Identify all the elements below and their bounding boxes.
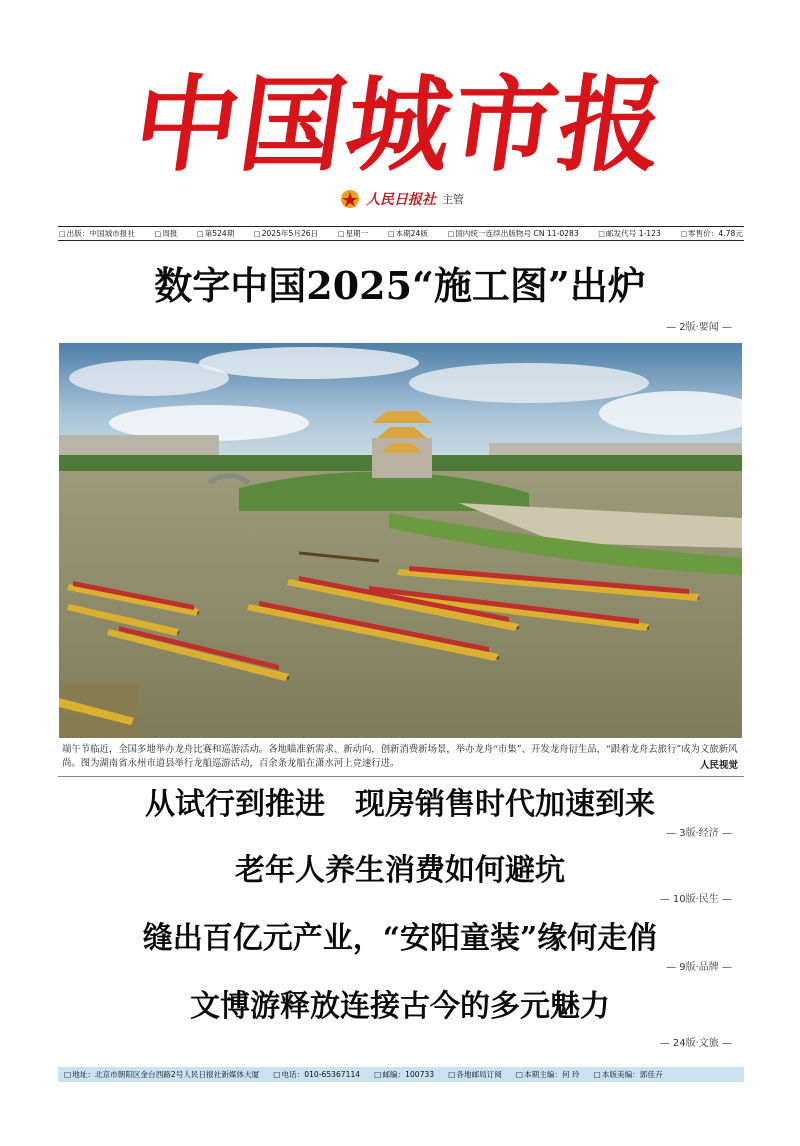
info-date: □ 2025年5月26日	[254, 228, 318, 239]
info-publisher: □ 出版：中国城市报社	[59, 228, 135, 239]
info-frequency: □ 周报	[155, 228, 178, 239]
info-price: □ 零售价：4.78元	[680, 228, 743, 239]
lead-headline[interactable]: 数字中国2025“施工图”出炉	[154, 263, 646, 308]
anyang-page-ref[interactable]: — 9版·品牌 —	[666, 958, 732, 973]
divider-rule	[58, 776, 744, 777]
headline-museum-tourism[interactable]: 文博游释放连接古今的多元魅力	[190, 989, 610, 1024]
photo-credit: 人民视觉	[699, 760, 738, 771]
sponsor-name: 人民日报社	[366, 192, 436, 208]
footer-editor: □ 本期主编：何 玲	[516, 1069, 580, 1080]
museum-page-ref[interactable]: — 24版·文旅 —	[660, 1034, 732, 1049]
masthead	[0, 62, 800, 190]
footer-phone: □ 电话：010-65367114	[273, 1069, 360, 1080]
lead-page-ref[interactable]: — 2版·要闻 —	[666, 318, 732, 333]
sponsor-role: 主管	[442, 193, 464, 206]
publication-info-bar	[58, 226, 744, 241]
elderly-page-ref[interactable]: — 10版·民生 —	[660, 890, 732, 905]
photo-illustration	[59, 343, 742, 738]
info-postal-code: □ 邮发代号 1-123	[598, 228, 660, 239]
housing-page-ref[interactable]: — 3版·经济 —	[666, 824, 732, 839]
footer-designer: □ 本版美编：郭佳卉	[594, 1069, 663, 1080]
info-weekday: □ 星期一	[338, 228, 368, 239]
newspaper-title: 中国城市报	[126, 63, 674, 186]
headline-anyang[interactable]: 缝出百亿元产业，“安阳童装”缘何走俏	[142, 921, 658, 956]
footer-band	[58, 1067, 744, 1082]
info-pages: □ 本期24版	[388, 228, 428, 239]
info-cn-number: □ 国内统一连续出版物号 CN 11-0283	[448, 228, 579, 239]
footer-postcode: □ 邮编：100733	[374, 1069, 434, 1080]
sponsor-line	[340, 188, 464, 210]
headline-elderly[interactable]: 老年人养生消费如何避坑	[235, 853, 565, 888]
headline-housing[interactable]: 从试行到推进 现房销售时代加速到来	[145, 787, 655, 822]
info-issue: □ 第524期	[197, 228, 234, 239]
people-daily-logo-icon	[340, 189, 360, 209]
photo-caption: 端午节临近，全国多地举办龙舟比赛和巡游活动。各地瞄准新需求、新动向，创新消费新场景，举办龙舟“市集”、开发龙舟衍生品，“跟着龙舟去旅行”成为文旅新风尚。图为湖南省永州市道县举行龙船巡游活动，百余条龙船在潇水河上竞速行进。	[62, 744, 738, 769]
footer-address: □ 地址：北京市朝阳区金台西路2号人民日报社新媒体大厦	[64, 1069, 259, 1080]
dragon-boat-photo	[59, 343, 742, 738]
footer-subscription: □ 各地邮局订阅	[448, 1069, 502, 1080]
